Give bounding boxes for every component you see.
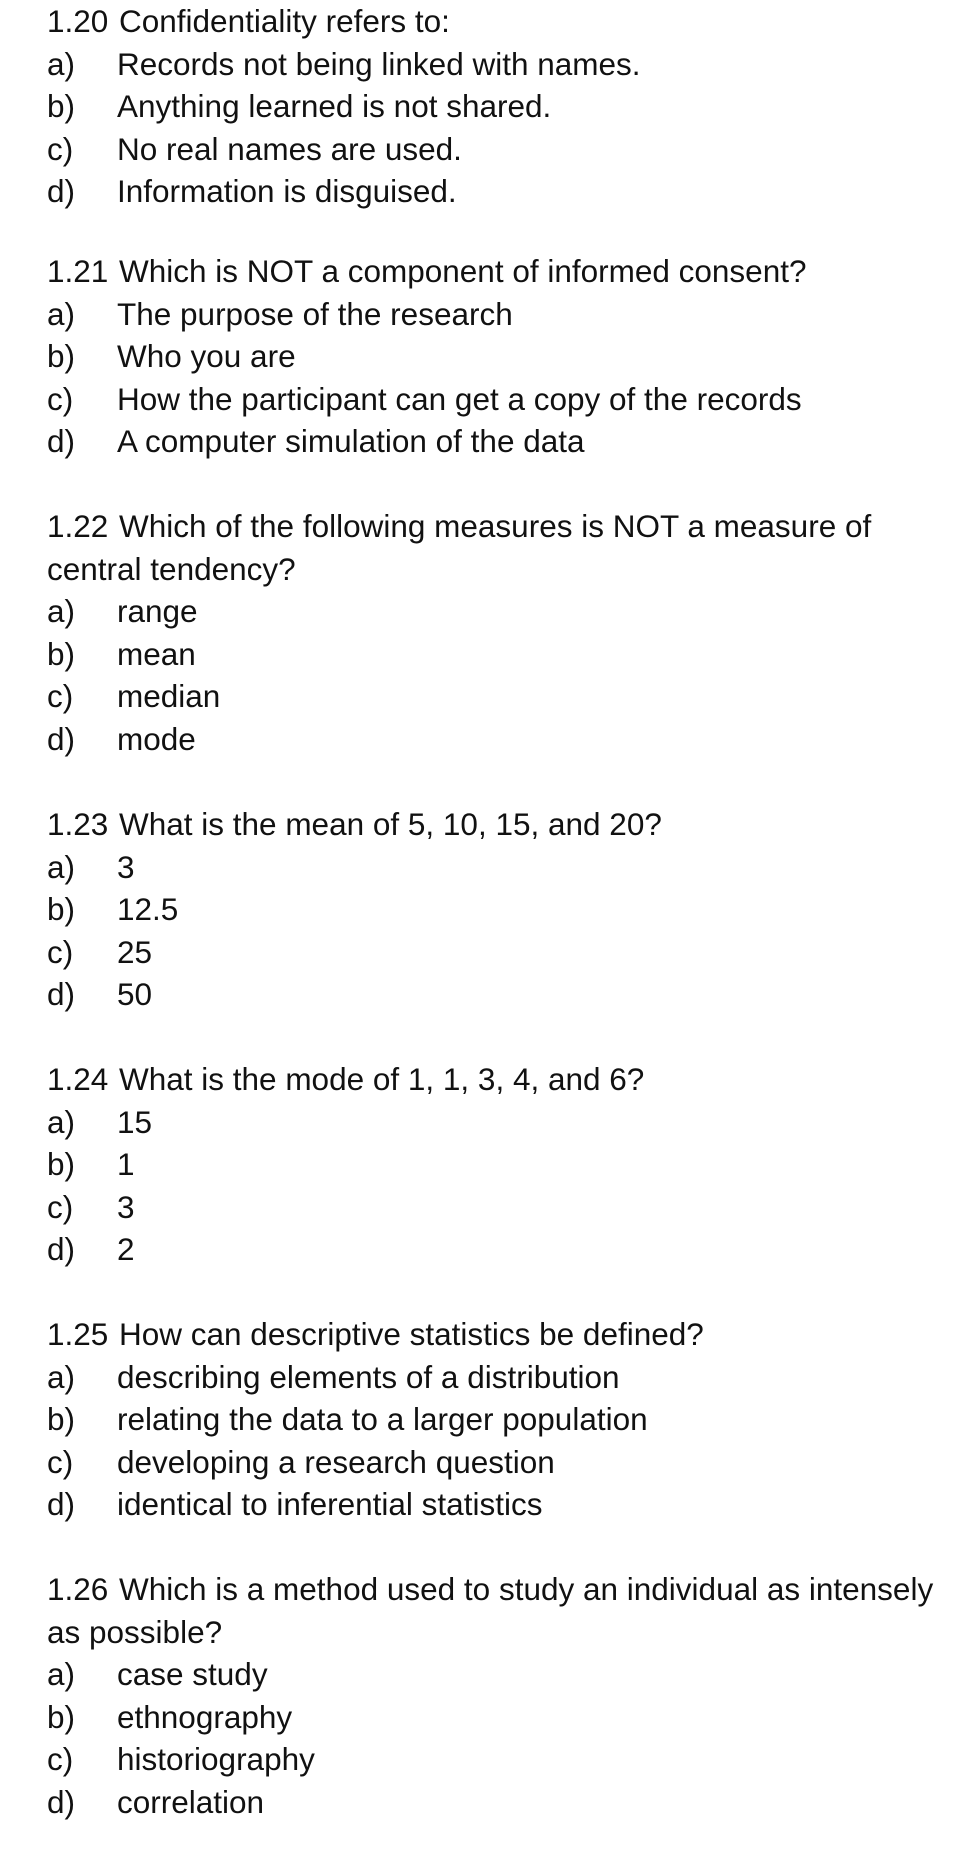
option-text: historiography xyxy=(117,1741,315,1777)
option-text: 50 xyxy=(117,976,153,1012)
option-list xyxy=(47,1356,947,1526)
option-letter: a) xyxy=(47,848,76,885)
question-text: Which is NOT a component of informed consent? xyxy=(119,253,807,289)
option-text: A computer simulation of the data xyxy=(117,423,585,459)
option-c xyxy=(47,1186,947,1229)
question-number: 1.20 xyxy=(47,3,109,39)
option-b xyxy=(47,1696,947,1739)
question-1-20 xyxy=(47,0,947,213)
option-b xyxy=(47,335,947,378)
option-letter: c) xyxy=(47,1443,74,1480)
option-text: ethnography xyxy=(117,1698,293,1735)
question-1-26 xyxy=(47,1568,947,1823)
option-text: 1 xyxy=(117,1146,135,1182)
option-text: case study xyxy=(117,1656,268,1692)
option-a xyxy=(47,43,947,86)
option-text: The purpose of the research xyxy=(117,295,513,332)
option-c xyxy=(47,1738,947,1781)
option-letter: b) xyxy=(47,1698,76,1735)
option-letter: d) xyxy=(47,173,76,209)
option-b xyxy=(47,633,947,676)
option-letter: a) xyxy=(47,45,76,82)
question-number: 1.23 xyxy=(47,806,109,842)
question-number: 1.24 xyxy=(47,1061,109,1097)
option-text: describing elements of a distribution xyxy=(117,1358,620,1395)
question-text: How can descriptive statistics be defined? xyxy=(119,1316,704,1352)
option-letter: d) xyxy=(47,1486,76,1522)
option-a xyxy=(47,293,947,336)
option-b xyxy=(47,888,947,931)
option-letter: c) xyxy=(47,1741,74,1777)
option-d xyxy=(47,973,947,1016)
option-letter: a) xyxy=(47,295,76,332)
option-d xyxy=(47,1781,947,1824)
question-number: 1.26 xyxy=(47,1571,109,1607)
option-text: 12.5 xyxy=(117,891,179,927)
option-letter: d) xyxy=(47,1231,76,1267)
question-stem xyxy=(47,1313,947,1356)
option-letter: c) xyxy=(47,1188,74,1225)
option-text: 3 xyxy=(117,848,135,885)
option-text: How the participant can get a copy of the records xyxy=(117,380,802,417)
question-number: 1.22 xyxy=(47,508,109,544)
option-c xyxy=(47,378,947,421)
option-c xyxy=(47,1441,947,1484)
option-a xyxy=(47,846,947,889)
question-stem xyxy=(47,505,947,590)
option-a xyxy=(47,1101,947,1144)
option-letter: a) xyxy=(47,1656,76,1692)
option-text: relating the data to a larger population xyxy=(117,1401,648,1437)
question-stem xyxy=(47,0,947,43)
option-b xyxy=(47,1143,947,1186)
question-1-22 xyxy=(47,505,947,760)
option-list xyxy=(47,1653,947,1823)
option-text: 3 xyxy=(117,1188,135,1225)
question-text: What is the mode of 1, 1, 3, 4, and 6? xyxy=(119,1061,645,1097)
option-letter: a) xyxy=(47,1358,76,1395)
question-1-25 xyxy=(47,1313,947,1526)
question-text: Which of the following measures is NOT a measure of central tendency? xyxy=(47,508,872,587)
option-letter: b) xyxy=(47,1146,76,1182)
option-letter: c) xyxy=(47,380,74,417)
option-text: range xyxy=(117,593,198,629)
option-a xyxy=(47,590,947,633)
option-letter: b) xyxy=(47,88,76,124)
option-text: mode xyxy=(117,720,196,757)
option-text: Who you are xyxy=(117,338,296,374)
option-text: median xyxy=(117,678,221,714)
option-d xyxy=(47,170,947,213)
option-letter: d) xyxy=(47,1783,76,1820)
option-text: No real names are used. xyxy=(117,130,462,167)
option-d xyxy=(47,1228,947,1271)
option-list xyxy=(47,590,947,760)
option-list xyxy=(47,293,947,463)
option-text: 25 xyxy=(117,933,153,970)
option-text: Anything learned is not shared. xyxy=(117,88,552,124)
option-letter: a) xyxy=(47,1103,76,1140)
question-1-21 xyxy=(47,250,947,463)
option-a xyxy=(47,1653,947,1696)
question-1-23 xyxy=(47,803,947,1016)
option-letter: b) xyxy=(47,891,76,927)
option-d xyxy=(47,420,947,463)
option-text: 2 xyxy=(117,1231,135,1267)
option-d xyxy=(47,1483,947,1526)
question-text: Confidentiality refers to: xyxy=(119,3,450,39)
question-text: What is the mean of 5, 10, 15, and 20? xyxy=(119,806,662,842)
question-stem xyxy=(47,1058,947,1101)
question-stem xyxy=(47,803,947,846)
option-c xyxy=(47,128,947,171)
option-text: developing a research question xyxy=(117,1443,555,1480)
option-c xyxy=(47,931,947,974)
question-stem xyxy=(47,1568,947,1653)
question-text: Which is a method used to study an individual as intensely as possible? xyxy=(47,1571,934,1650)
option-letter: d) xyxy=(47,720,76,757)
option-letter: a) xyxy=(47,593,76,629)
option-text: mean xyxy=(117,635,196,672)
question-stem xyxy=(47,250,947,293)
option-text: Information is disguised. xyxy=(117,173,457,209)
option-letter: b) xyxy=(47,1401,76,1437)
option-c xyxy=(47,675,947,718)
option-letter: c) xyxy=(47,678,74,714)
option-b xyxy=(47,85,947,128)
option-d xyxy=(47,718,947,761)
option-letter: c) xyxy=(47,130,74,167)
question-number: 1.21 xyxy=(47,253,109,289)
question-number: 1.25 xyxy=(47,1316,109,1352)
option-letter: b) xyxy=(47,635,76,672)
option-letter: b) xyxy=(47,338,76,374)
option-text: 15 xyxy=(117,1103,153,1140)
option-a xyxy=(47,1356,947,1399)
option-text: correlation xyxy=(117,1783,265,1820)
option-text: Records not being linked with names. xyxy=(117,45,641,82)
option-text: identical to inferential statistics xyxy=(117,1486,543,1522)
question-1-24 xyxy=(47,1058,947,1271)
option-b xyxy=(47,1398,947,1441)
option-list xyxy=(47,1101,947,1271)
option-letter: c) xyxy=(47,933,74,970)
option-list xyxy=(47,43,947,213)
option-letter: d) xyxy=(47,423,76,459)
option-letter: d) xyxy=(47,976,76,1012)
option-list xyxy=(47,846,947,1016)
